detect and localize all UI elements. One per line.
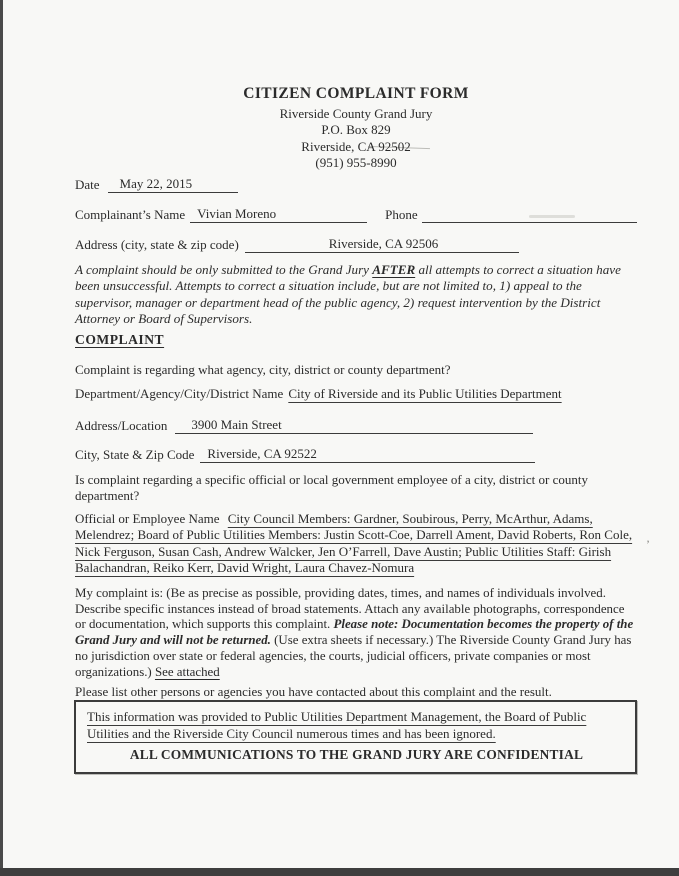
form-letterhead (75, 86, 637, 172)
contacted-prompt: Please list other persons or agencies you have contacted about this complaint and the result. (75, 684, 552, 699)
official-names-block (75, 511, 637, 577)
complaint-heading-text: COMPLAINT (75, 332, 165, 347)
contacted-response-box (74, 700, 637, 774)
complaint-section-heading (75, 332, 637, 348)
date-field (108, 176, 238, 193)
location-field (175, 417, 533, 434)
phone-field (422, 206, 637, 223)
address-value: Riverside, CA 92506 (328, 236, 439, 251)
letterhead-org: Riverside County Grand Jury (279, 105, 433, 121)
date-row (75, 176, 637, 193)
official-question: Is complaint regarding a specific official or local government employee of a city, district or county department? (75, 472, 588, 504)
official-names-value: City Council Members: Gardner, Soubirous, Perry, McArthur, Adams, Melendrez; Board of Public Utilities Members: Justin Scott-Coe, Darrell Ament, David Roberts, Ron Cole, Nick Ferguson, Susan Cash, Andrew Walcker, Jen O’Farrell, Dave Austin; Public Utilities Staff: Girish Balachandran, Reiko Kerr, David Wright, Laura Chavez-Nomura (75, 511, 633, 576)
city-state-zip-label: City, State & Zip Code (75, 447, 195, 462)
date-value: May 22, 2015 (119, 176, 193, 191)
complainant-row (75, 206, 637, 223)
contacted-response-value: This information was provided to Public Utilities Department Management, the Board of Public Utilities and the Riverside City Council numerous times and has been ignored. (87, 709, 587, 741)
scan-smudge (529, 215, 575, 218)
form-title: CITIZEN COMPLAINT FORM (243, 85, 469, 102)
city-state-zip-row (75, 446, 637, 463)
city-state-zip-field (200, 446, 535, 463)
complainant-name-label: Complainant’s Name (75, 207, 186, 222)
confidential-notice: ALL COMMUNICATIONS TO THE GRAND JURY ARE CONFIDENTIAL (129, 747, 584, 763)
department-label: Department/Agency/City/District Name (75, 386, 284, 401)
complainant-address-row (75, 236, 637, 253)
scan-artifact-mark: ’ (646, 537, 650, 551)
my-complaint-instructions: My complaint is: (Be as precise as possible, providing dates, times, and names of individuals involved. Describe specific instances instead of broad statements. Attach any available photographs, correspondence or documentation, which supports this complaint. (75, 586, 625, 632)
my-complaint-instructions-2: (Use extra sheets if necessary.) The Riverside County Grand Jury has no jurisdiction over state or federal agencies, the courts, judicial officers, private companies or most organizations.) (75, 633, 632, 679)
date-label: Date (75, 177, 100, 192)
advisory-emphasis-after: AFTER (372, 262, 416, 277)
agency-question: Complaint is regarding what agency, city, district or county department? (75, 362, 451, 377)
address-label: Address (city, state & zip code) (75, 237, 239, 252)
letterhead-po-box: P.O. Box 829 (321, 122, 391, 137)
my-complaint-paragraph (75, 586, 637, 680)
letterhead-city: Riverside, CA 92502 (301, 138, 411, 154)
complainant-name-value: Vivian Moreno (197, 206, 277, 221)
see-attached-note: See attached (154, 664, 220, 679)
complainant-name-field (190, 206, 367, 223)
advisory-text-part2: all attempts to correct a situation have been unsuccessful. Attempts to correct a situation include, but are not limited to, 1) appeal to the supervisor, manager or department head of the public agency, 2) request intervention by the District Attorney or Board of Supervisors. (75, 262, 621, 327)
location-label: Address/Location (75, 418, 168, 433)
department-value: City of Riverside and its Public Utilities Department (288, 386, 562, 401)
contacted-response-text (87, 709, 626, 742)
official-names-label: Official or Employee Name (75, 511, 220, 526)
scan-edge-left (0, 0, 3, 876)
phone-label: Phone (385, 207, 418, 222)
location-value: 3900 Main Street (191, 417, 282, 432)
letterhead-phone: (951) 955-8990 (315, 155, 397, 170)
city-state-zip-value: Riverside, CA 92522 (207, 446, 317, 461)
scan-edge-bottom (0, 868, 679, 876)
address-field (245, 236, 519, 253)
my-complaint-note: Please note: Documentation becomes the property of the Grand Jury and will not be returned. (75, 617, 634, 648)
advisory-paragraph (75, 262, 637, 328)
location-row (75, 417, 637, 434)
department-row (75, 386, 637, 402)
advisory-text-part1: A complaint should be only submitted to the Grand Jury (75, 262, 373, 277)
